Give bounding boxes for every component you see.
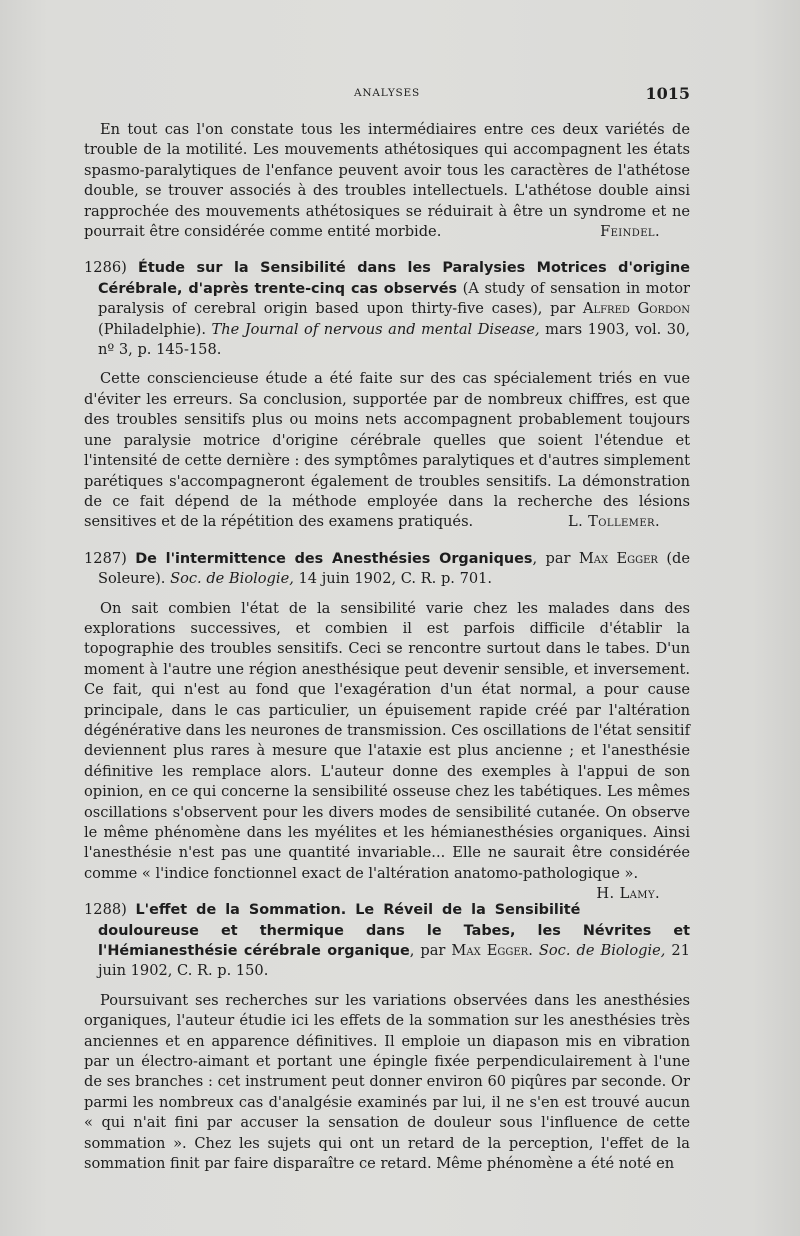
running-title: ANALYSES (353, 87, 421, 99)
entry-body (84, 991, 690, 1175)
entry-ref-part: mars 1903, vol. 30, nº 3, p. 145-158. (98, 320, 691, 359)
entry-number: 1286) (84, 259, 127, 277)
abstract-entry-1287 (84, 549, 690, 903)
entry-body-text: Poursuivant ses recherches sur les variations observées dans les anesthésies organiques, l'auteur étudie ici les effets de la sommation sur les anesthésies très anciennes et en apparence définitives. Il emploie un diapason mis en vibration par un électro-aimant et portant une épingle fixée perpendiculairement à l'une de ses branches : cet instrument peut donner environ 60 piqûres par seconde. Or parmi les nombreux cas d'analgésie examinés par lui, il ne s'en est trouvé aucun « qui n'ait fini par accuser la sensation de douleur sous l'influence de cette sommation ». Chez les sujets qui ont un retard de la perception, l'effet de la sommation finit par faire disparaître ce retard. Même phénomène a été noté en (84, 991, 690, 1173)
entry-author: Alfred Gordon (582, 300, 690, 318)
entry-ref-part: , par (532, 549, 579, 567)
page-number: 1015 (645, 84, 690, 103)
entry-title: L'effet de la Sommation. Le Réveil de la Sensibilité douloureuse et thermique dans le Tabes, les Névrites et l'Hémianesthésie cérébrale organique (98, 902, 690, 960)
intro-paragraph (84, 120, 690, 242)
entry-body-text: On sait combien l'état de la sensibilité varie chez les malades dans des explorations successives, et combien il est parfois difficile d'établir la topographie des troubles sensitifs. Ceci se rencontre surtout dans le tabes. D'un moment à l'autre une région anesthésique peut devenir sensible, et inversement. Ce fait, qui n'est au fond que l'exagération d'un état normal, a pour cause principale, dans le cas particulier, un épuisement rapide créé par l'altération dégénérative dans les neurones de transmission. Ces oscillations de l'état sensitif deviennent plus rares à mesure que l'ataxie est plus ancienne ; et l'anesthésie définitive les remplace alors. L'auteur donne des exemples à l'appui de son opinion, en ce qui concerne la sensibilité osseuse chez les tabétiques. Les mêmes oscillations s'observent pour les divers modes de sensibilité cutanée. On observe le même phénomène dans les myélites et les hémianesthésies organiques. Ainsi l'anesthésie n'est pas une quantité invariable... Elle ne saurait être considérée comme « l'indice fonctionnel exact de l'altération anatomo-pathologique ». (84, 599, 690, 882)
entry-heading (84, 258, 690, 360)
entry-heading (84, 549, 690, 590)
entry-signature: L. Tollemer. (568, 513, 660, 531)
entry-number: 1287) (84, 549, 127, 567)
intro-signature: Feindel. (600, 223, 660, 241)
entry-heading (84, 900, 690, 982)
abstract-entry-1288 (84, 900, 690, 1174)
entry-ref-part: , par (409, 942, 452, 960)
intro-text: En tout cas l'on constate tous les intermédiaires entre ces deux variétés de trouble de la motilité. Les mouvements athétosiques qui accompagnent les états spasmo-paralytiques de l'enfance peuvent avoir tous les caractères de l'athétose double, se trouver associés à des troubles intellectuels. L'athétose double ainsi rapprochée des mouvements athétosiques se réduirait à être un syndrome et ne pourrait être considérée comme entité morbide. (84, 121, 690, 241)
entry-signature: H. Lamy. (596, 885, 660, 903)
entry-title: Étude sur la Sensibilité dans les Paralysies Motrices d'origine Cérébrale, d'après trente-cinq cas observés (98, 260, 691, 297)
entry-journal: The Journal of nervous and mental Disease, (211, 320, 540, 338)
page-header (84, 84, 690, 104)
entry-author: Max Egger (451, 942, 529, 960)
entry-body (84, 369, 690, 532)
page-content (84, 120, 690, 1175)
entry-body-text: Cette consciencieuse étude a été faite sur des cas spécialement triés en vue d'éviter les erreurs. Sa conclusion, supportée par de nombreux chiffres, est que des troubles sensitifs plus ou moins nets accompagnent probablement toujours une paralysie motrice d'origine cérébrale quelles que soient l'étendue et l'intensité de cette dernière : des symptômes paralytiques et d'autres simplement parétiques s'accompagneront également de troubles sensitifs. La démonstration de ce fait dépend de la méthode employée dans la recherche des lésions sensitives et de la répétition des examens pratiqués. (84, 370, 690, 531)
entry-ref-part: . (528, 942, 539, 960)
entry-ref-part: (Philadelphie). (98, 320, 212, 338)
entry-title: De l'intermittence des Anesthésies Organiques (135, 550, 533, 567)
entry-ref-part: (de Soleure). (98, 549, 690, 588)
entry-ref-part: (A study of sensation in motor paralysis of cerebral origin based upon thirty-five cases), par (98, 279, 690, 318)
entry-number: 1288) (84, 901, 127, 919)
entry-journal: Soc. de Biologie, (538, 942, 666, 960)
abstract-entry-1286 (84, 258, 690, 532)
entry-journal: Soc. de Biologie, (170, 570, 294, 588)
entry-ref-part: 21 juin 1902, C. R. p. 150. (98, 942, 690, 980)
entry-ref-part: 14 juin 1902, C. R. p. 701. (293, 570, 493, 588)
entry-author: Max Egger (578, 549, 658, 567)
entry-body (84, 599, 690, 903)
